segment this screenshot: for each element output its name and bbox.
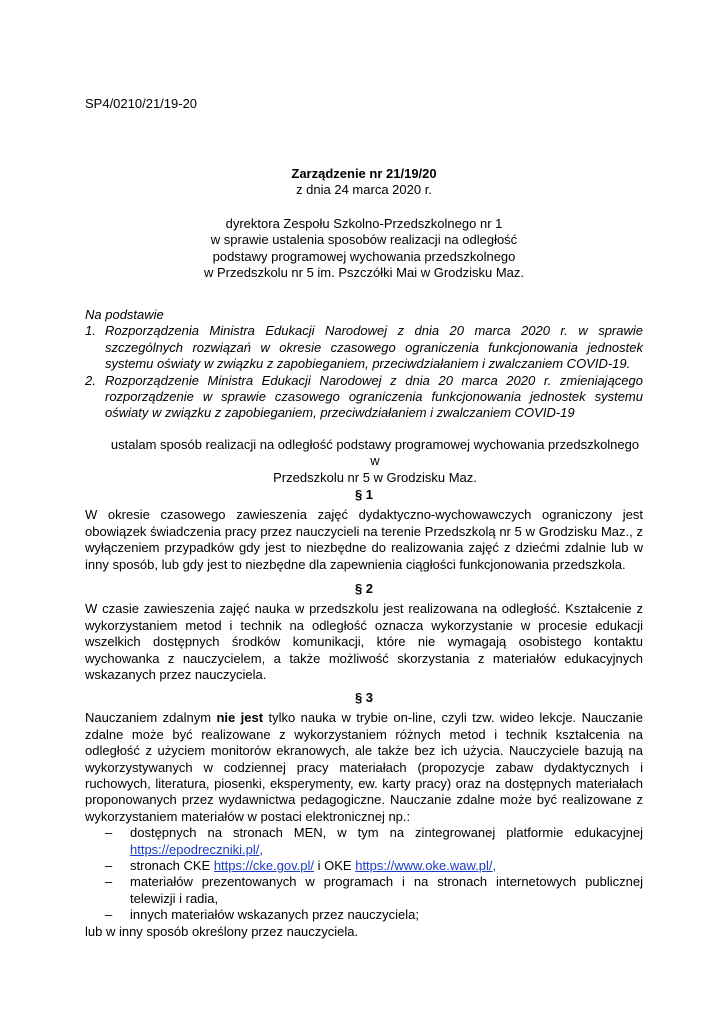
subtitle-line: podstawy programowej wychowania przedszkolnego: [212, 248, 516, 264]
text-part: Nauczaniem zdalnym: [85, 710, 217, 726]
list-item: [85, 858, 643, 874]
section-header: § 3: [354, 690, 374, 705]
section-3: [85, 690, 643, 940]
dash-bullet: –: [105, 858, 113, 874]
section-text: W okresie czasowego zawieszenia zajęć dydaktyczno-wychowawczych ograniczony jest obowiązek świadczenia pracy przez nauczycieli na terenie Przedszkolą nr 5 w Grodzisku Maz., z wyłączeniem przypadków gdy jest to niezbędne do realizowania zajęć z dziećmi zdalnie lub w inny sposób, lub gdy jest to niezbędne dla zapewnienia ciągłości funkcjonowania przedszkola.: [85, 507, 643, 572]
list-number: 2.: [85, 372, 96, 388]
decision-line: ustalam sposób realizacji na odległość podstawy programowej wychowania przedszkolnego w: [110, 437, 640, 469]
materials-list: [85, 825, 643, 923]
dash-bullet: –: [105, 907, 113, 923]
document-reference-number: SP4/0210/21/19-20: [85, 96, 198, 111]
text-part: tylko nauka w trybie on-line, czyli tzw. wideo lekcje. Nauczanie zdalne może być realizowane z wykorzystaniem różnych metod i technik kształcenia na odległość z użyciem monitorów ekranowych, ale także bez ich użycia. Nauczyciele bazują na wykorzystywanych w codziennej pracy materiałach (propozycje zabaw dydaktycznych i ruchowych, literatura, piosenki, eksperymenty, ew. karty pracy) oraz na dostępnych materiałach proponowanych przez wydawnictwa pedagogiczne. Nauczanie zdalne może być realizowane z wykorzystaniem materiałów w postaci elektronicznej np.:: [85, 710, 644, 824]
section-text: W czasie zawieszenia zajęć nauka w przedszkolu jest realizowana na odległość. Kształcenie z wykorzystaniem metod i technik na odległość oznacza wykorzystanie w procesie edukacji wszelkich dostępnych środków komunikacji, które nie wymagają osobistego kontaktu wychowanka z nauczycielem, a także możliwość skorzystania z materiałów edukacyjnych wskazanych przez nauczyciela.: [85, 601, 643, 683]
list-item-text: dostępnych na stronach MEN, w tym na zintegrowanej platformie edukacyjnej: [130, 825, 643, 841]
dash-bullet: –: [105, 825, 113, 841]
emphasis-text: nie jest: [216, 710, 264, 726]
decision-line: Przedszkolu nr 5 w Grodzisku Maz.: [273, 469, 477, 485]
decision-statement: [105, 437, 645, 486]
subtitle-line: w Przedszkolu nr 5 im. Pszczółki Mai w Grodzisku Maz.: [203, 265, 525, 281]
closing-text: lub w inny sposób określony przez nauczyciela.: [85, 923, 359, 939]
legal-basis-item: [85, 373, 643, 422]
section-header: § 1: [354, 487, 374, 502]
legal-basis-heading: Na podstawie: [85, 307, 164, 322]
legal-basis-text: Rozporządzenie Ministra Edukacji Narodowej z dnia 20 marca 2020 r. zmieniającego rozporządzenie w sprawie czasowego ograniczenia funkcjonowania jednostek systemu oświaty w związku z zapobieganiem, przeciwdziałaniem i zwalczaniem COVID-19: [105, 372, 643, 421]
subtitle-line: dyrektora Zespołu Szkolno-Przedszkolnego nr 1: [225, 215, 503, 231]
list-item-text: innych materiałów wskazanych przez nauczyciela;: [130, 907, 420, 923]
legal-basis: [85, 307, 643, 422]
epodreczniki-link[interactable]: https://epodreczniki.pl/,: [130, 841, 263, 857]
dash-bullet: –: [105, 874, 113, 890]
legal-basis-list: [85, 323, 643, 421]
legal-basis-text: Rozporządzenia Ministra Edukacji Narodowej z dnia 20 marca 2020 r. w sprawie szczególnych rozwiązań w okresie czasowego ograniczenia funkcjonowania jednostek systemu oświaty w związku z zapobieganiem, przeciwdziałaniem i zwalczaniem COVID-19.: [105, 323, 643, 372]
section-1: [85, 487, 643, 573]
list-item: [85, 874, 643, 907]
document-date: z dnia 24 marca 2020 r.: [296, 182, 432, 198]
document-title: Zarządzenie nr 21/19/20: [291, 166, 437, 181]
list-item-text: stronach CKE: [130, 858, 214, 874]
legal-basis-item: [85, 323, 643, 372]
list-number: 1.: [85, 323, 96, 339]
list-item: [85, 825, 643, 858]
section-header: § 2: [354, 581, 374, 596]
title-block: [85, 166, 643, 281]
list-item: [85, 907, 643, 923]
cke-link[interactable]: https://cke.gov.pl/: [213, 858, 315, 874]
section-2: [85, 581, 643, 683]
subtitle-line: w sprawie ustalenia sposobów realizacji na odległość: [210, 232, 518, 248]
list-item-text: materiałów prezentowanych w programach i na stronach internetowych publicznej telewizji i radia,: [130, 874, 643, 906]
section-text: [85, 710, 643, 825]
oke-link[interactable]: https://www.oke.waw.pl/,: [355, 858, 497, 874]
list-item-text: i OKE: [314, 858, 356, 874]
